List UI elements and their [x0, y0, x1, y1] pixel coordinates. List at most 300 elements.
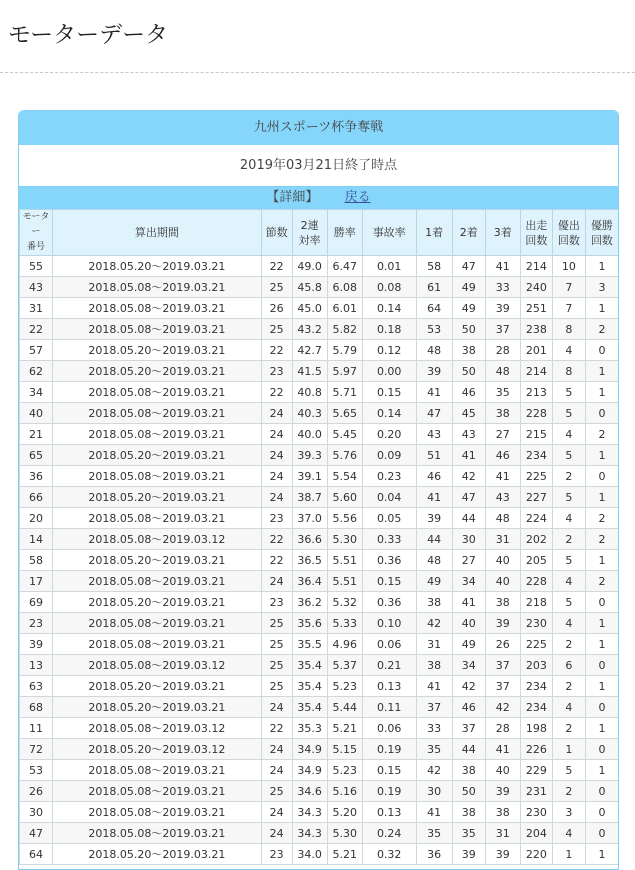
table-cell: 5.16: [327, 781, 362, 802]
table-cell: 2018.05.08～2019.03.21: [53, 403, 262, 424]
table-cell: 0.10: [362, 613, 416, 634]
table-cell: 33: [485, 277, 520, 298]
table-row: [20, 613, 619, 634]
table-cell: 5: [552, 445, 585, 466]
table-cell: 5.51: [327, 571, 362, 592]
table-cell: 31: [20, 298, 53, 319]
table-cell: 5.51: [327, 550, 362, 571]
column-header: [520, 210, 552, 256]
table-cell: 0.20: [362, 424, 416, 445]
column-header-label: 優出: [557, 218, 580, 232]
table-cell: 2018.05.20～2019.03.21: [53, 697, 262, 718]
table-cell: 35.6: [292, 613, 327, 634]
table-cell: 5.97: [327, 361, 362, 382]
table-cell: 24: [261, 445, 292, 466]
table-cell: 0.13: [362, 802, 416, 823]
table-cell: 5: [552, 403, 585, 424]
table-row: [20, 298, 619, 319]
table-cell: 2018.05.08～2019.03.21: [53, 634, 262, 655]
column-header: [362, 210, 416, 256]
table-cell: 2018.05.20～2019.03.21: [53, 340, 262, 361]
table-cell: 5.37: [327, 655, 362, 676]
table-row: [20, 760, 619, 781]
table-cell: 0.36: [362, 550, 416, 571]
table-row: [20, 508, 619, 529]
table-cell: 225: [520, 634, 552, 655]
table-cell: 5.32: [327, 592, 362, 613]
table-cell: 36.6: [292, 529, 327, 550]
column-header: [485, 210, 520, 256]
table-row: [20, 445, 619, 466]
table-cell: 5.21: [327, 844, 362, 865]
motor-table: [19, 209, 619, 865]
table-cell: 224: [520, 508, 552, 529]
table-cell: 0.11: [362, 697, 416, 718]
table-row: [20, 340, 619, 361]
table-cell: 45: [452, 403, 485, 424]
table-cell: 1: [585, 445, 618, 466]
table-cell: 2: [552, 529, 585, 550]
table-cell: 4: [552, 613, 585, 634]
table-cell: 5.82: [327, 319, 362, 340]
table-cell: 1: [585, 487, 618, 508]
table-cell: 2: [552, 466, 585, 487]
table-cell: 1: [585, 844, 618, 865]
table-cell: 4: [552, 571, 585, 592]
table-cell: 5.15: [327, 739, 362, 760]
table-cell: 44: [452, 508, 485, 529]
table-cell: 65: [20, 445, 53, 466]
table-cell: 0: [585, 655, 618, 676]
table-cell: 3: [552, 802, 585, 823]
table-cell: 39: [485, 781, 520, 802]
table-cell: 2: [552, 718, 585, 739]
table-cell: 35: [416, 739, 452, 760]
table-cell: 69: [20, 592, 53, 613]
table-cell: 23: [20, 613, 53, 634]
table-cell: 4: [552, 340, 585, 361]
table-cell: 0.12: [362, 340, 416, 361]
table-cell: 23: [261, 361, 292, 382]
table-cell: 49: [452, 277, 485, 298]
table-cell: 205: [520, 550, 552, 571]
table-cell: 0.13: [362, 676, 416, 697]
table-cell: 2018.05.08～2019.03.21: [53, 802, 262, 823]
table-cell: 39: [485, 613, 520, 634]
table-cell: 35.4: [292, 676, 327, 697]
table-cell: 0.33: [362, 529, 416, 550]
table-cell: 34.3: [292, 802, 327, 823]
table-row: [20, 844, 619, 865]
table-cell: 50: [452, 361, 485, 382]
table-cell: 43: [416, 424, 452, 445]
table-cell: 38: [452, 340, 485, 361]
table-cell: 38: [485, 802, 520, 823]
table-cell: 0: [585, 340, 618, 361]
table-cell: 41: [452, 592, 485, 613]
table-cell: 6.01: [327, 298, 362, 319]
table-cell: 0.04: [362, 487, 416, 508]
column-header: [327, 210, 362, 256]
table-cell: 24: [261, 760, 292, 781]
table-cell: 55: [20, 256, 53, 277]
table-cell: 34.9: [292, 760, 327, 781]
table-cell: 2018.05.08～2019.03.21: [53, 319, 262, 340]
table-cell: 0.06: [362, 718, 416, 739]
table-cell: 8: [552, 361, 585, 382]
table-cell: 22: [261, 382, 292, 403]
table-cell: 8: [552, 319, 585, 340]
table-cell: 214: [520, 256, 552, 277]
table-cell: 39: [416, 508, 452, 529]
table-cell: 11: [20, 718, 53, 739]
table-cell: 2: [585, 508, 618, 529]
table-cell: 0: [585, 592, 618, 613]
table-cell: 2018.05.20～2019.03.21: [53, 592, 262, 613]
table-cell: 203: [520, 655, 552, 676]
table-cell: 34: [20, 382, 53, 403]
table-cell: 220: [520, 844, 552, 865]
table-cell: 24: [261, 571, 292, 592]
table-cell: 39: [416, 361, 452, 382]
table-cell: 53: [416, 319, 452, 340]
table-cell: 39: [20, 634, 53, 655]
table-cell: 7: [552, 277, 585, 298]
table-cell: 2: [552, 781, 585, 802]
table-cell: 40.0: [292, 424, 327, 445]
table-cell: 43: [485, 487, 520, 508]
table-cell: 1: [585, 613, 618, 634]
column-header-label: 勝率: [333, 226, 356, 239]
table-cell: 5.30: [327, 529, 362, 550]
table-cell: 2: [585, 529, 618, 550]
table-cell: 48: [485, 361, 520, 382]
table-cell: 2: [585, 424, 618, 445]
table-cell: 2018.05.08～2019.03.21: [53, 613, 262, 634]
table-cell: 24: [261, 424, 292, 445]
table-cell: 2018.05.08～2019.03.21: [53, 781, 262, 802]
table-cell: 24: [261, 403, 292, 424]
table-row: [20, 739, 619, 760]
table-row: [20, 256, 619, 277]
table-cell: 43: [452, 424, 485, 445]
table-cell: 39.1: [292, 466, 327, 487]
table-cell: 0.21: [362, 655, 416, 676]
table-cell: 27: [452, 550, 485, 571]
table-cell: 24: [261, 487, 292, 508]
table-cell: 42: [452, 676, 485, 697]
column-header-label: 回数: [590, 233, 613, 247]
column-header: [585, 210, 618, 256]
column-header-label: 1着: [425, 226, 444, 239]
table-cell: 5.76: [327, 445, 362, 466]
table-cell: 5.21: [327, 718, 362, 739]
table-cell: 42: [416, 613, 452, 634]
table-cell: 2018.05.20～2019.03.21: [53, 256, 262, 277]
table-cell: 39: [452, 844, 485, 865]
table-cell: 25: [261, 634, 292, 655]
column-header-label: 対率: [298, 233, 321, 247]
table-cell: 38: [416, 592, 452, 613]
table-row: [20, 655, 619, 676]
table-cell: 37: [485, 319, 520, 340]
table-cell: 2018.05.20～2019.03.12: [53, 739, 262, 760]
table-cell: 0.14: [362, 298, 416, 319]
table-cell: 36.2: [292, 592, 327, 613]
table-row: [20, 592, 619, 613]
table-cell: 5.65: [327, 403, 362, 424]
table-cell: 5.33: [327, 613, 362, 634]
table-cell: 35.4: [292, 697, 327, 718]
table-cell: 5: [552, 760, 585, 781]
table-row: [20, 277, 619, 298]
table-cell: 0.23: [362, 466, 416, 487]
column-header-label: モーター: [22, 212, 50, 237]
table-cell: 25: [261, 655, 292, 676]
table-cell: 40: [485, 760, 520, 781]
table-cell: 41: [416, 487, 452, 508]
table-cell: 1: [585, 550, 618, 571]
table-cell: 238: [520, 319, 552, 340]
table-cell: 42.7: [292, 340, 327, 361]
table-cell: 1: [585, 718, 618, 739]
table-cell: 58: [416, 256, 452, 277]
page-title: モーターデータ: [8, 22, 169, 48]
table-cell: 42: [416, 760, 452, 781]
table-cell: 1: [585, 361, 618, 382]
table-cell: 0.15: [362, 760, 416, 781]
table-cell: 22: [261, 718, 292, 739]
table-row: [20, 487, 619, 508]
table-cell: 30: [20, 802, 53, 823]
table-cell: 41.5: [292, 361, 327, 382]
table-cell: 24: [261, 466, 292, 487]
table-cell: 45.0: [292, 298, 327, 319]
table-cell: 43.2: [292, 319, 327, 340]
table-cell: 0.15: [362, 382, 416, 403]
table-cell: 22: [261, 256, 292, 277]
table-cell: 35.4: [292, 655, 327, 676]
table-cell: 40: [485, 571, 520, 592]
column-header: [292, 210, 327, 256]
table-cell: 17: [20, 571, 53, 592]
table-cell: 5.23: [327, 760, 362, 781]
table-cell: 225: [520, 466, 552, 487]
table-cell: 41: [485, 466, 520, 487]
back-link[interactable]: 戻る: [344, 190, 371, 205]
table-cell: 4: [552, 697, 585, 718]
table-body: [20, 256, 619, 865]
table-row: [20, 382, 619, 403]
table-cell: 25: [261, 319, 292, 340]
table-cell: 13: [20, 655, 53, 676]
table-cell: 35.3: [292, 718, 327, 739]
table-cell: 58: [20, 550, 53, 571]
table-cell: 49: [452, 298, 485, 319]
table-row: [20, 571, 619, 592]
column-header-label: 優勝: [590, 218, 613, 232]
table-cell: 0: [585, 739, 618, 760]
table-cell: 5.71: [327, 382, 362, 403]
table-cell: 40: [20, 403, 53, 424]
table-cell: 230: [520, 802, 552, 823]
table-cell: 41: [485, 739, 520, 760]
table-cell: 38: [485, 403, 520, 424]
table-cell: 2018.05.20～2019.03.21: [53, 844, 262, 865]
table-cell: 2: [552, 634, 585, 655]
table-cell: 4: [552, 823, 585, 844]
table-cell: 2018.05.08～2019.03.21: [53, 760, 262, 781]
table-cell: 49: [452, 634, 485, 655]
table-cell: 2: [585, 571, 618, 592]
table-cell: 34.9: [292, 739, 327, 760]
table-cell: 0: [585, 403, 618, 424]
table-cell: 61: [416, 277, 452, 298]
table-cell: 30: [416, 781, 452, 802]
table-cell: 0.15: [362, 571, 416, 592]
table-cell: 227: [520, 487, 552, 508]
table-row: [20, 823, 619, 844]
table-cell: 0.05: [362, 508, 416, 529]
panel-links: [19, 187, 618, 209]
table-cell: 31: [416, 634, 452, 655]
table-cell: 22: [261, 550, 292, 571]
table-cell: 35: [452, 823, 485, 844]
table-row: [20, 466, 619, 487]
table-cell: 2018.05.08～2019.03.21: [53, 823, 262, 844]
motor-data-panel: [18, 110, 619, 870]
table-cell: 44: [452, 739, 485, 760]
table-row: [20, 697, 619, 718]
table-cell: 26: [485, 634, 520, 655]
table-cell: 46: [452, 697, 485, 718]
table-row: [20, 802, 619, 823]
table-cell: 35: [485, 382, 520, 403]
table-cell: 64: [416, 298, 452, 319]
table-cell: 6.08: [327, 277, 362, 298]
table-cell: 25: [261, 781, 292, 802]
table-cell: 24: [261, 739, 292, 760]
table-cell: 26: [261, 298, 292, 319]
table-cell: 26: [20, 781, 53, 802]
table-cell: 0: [585, 781, 618, 802]
table-cell: 39.3: [292, 445, 327, 466]
table-cell: 39: [485, 298, 520, 319]
table-cell: 36: [416, 844, 452, 865]
table-cell: 24: [261, 697, 292, 718]
table-cell: 2018.05.08～2019.03.21: [53, 466, 262, 487]
column-header-label: 番号: [27, 242, 46, 252]
table-cell: 36.4: [292, 571, 327, 592]
table-cell: 53: [20, 760, 53, 781]
table-cell: 230: [520, 613, 552, 634]
table-cell: 48: [485, 508, 520, 529]
table-cell: 2018.05.08～2019.03.21: [53, 277, 262, 298]
table-cell: 37: [452, 718, 485, 739]
table-cell: 5.79: [327, 340, 362, 361]
table-cell: 35: [416, 823, 452, 844]
table-cell: 23: [261, 508, 292, 529]
table-cell: 5.44: [327, 697, 362, 718]
table-cell: 42: [452, 466, 485, 487]
table-cell: 28: [485, 718, 520, 739]
table-cell: 2018.05.08～2019.03.21: [53, 424, 262, 445]
table-cell: 72: [20, 739, 53, 760]
table-cell: 40.3: [292, 403, 327, 424]
table-cell: 234: [520, 676, 552, 697]
table-cell: 0.19: [362, 739, 416, 760]
table-cell: 33: [416, 718, 452, 739]
table-row: [20, 424, 619, 445]
table-cell: 0.14: [362, 403, 416, 424]
table-cell: 25: [261, 676, 292, 697]
table-row: [20, 529, 619, 550]
table-cell: 10: [552, 256, 585, 277]
table-cell: 6: [552, 655, 585, 676]
column-header: [20, 210, 53, 256]
column-header: [552, 210, 585, 256]
table-cell: 22: [261, 529, 292, 550]
table-cell: 49.0: [292, 256, 327, 277]
column-header-label: 節数: [265, 226, 288, 239]
table-cell: 41: [416, 676, 452, 697]
table-cell: 47: [452, 487, 485, 508]
table-cell: 38.7: [292, 487, 327, 508]
table-cell: 2: [552, 676, 585, 697]
table-cell: 5: [552, 550, 585, 571]
table-cell: 37.0: [292, 508, 327, 529]
table-cell: 0: [585, 823, 618, 844]
table-cell: 38: [416, 655, 452, 676]
table-cell: 40: [485, 550, 520, 571]
table-cell: 36: [20, 466, 53, 487]
table-cell: 0.18: [362, 319, 416, 340]
table-cell: 1: [585, 760, 618, 781]
table-cell: 1: [585, 676, 618, 697]
table-cell: 63: [20, 676, 53, 697]
table-cell: 45.8: [292, 277, 327, 298]
table-cell: 34: [452, 571, 485, 592]
table-cell: 68: [20, 697, 53, 718]
table-cell: 22: [261, 340, 292, 361]
table-cell: 215: [520, 424, 552, 445]
table-cell: 2018.05.20～2019.03.21: [53, 361, 262, 382]
table-cell: 62: [20, 361, 53, 382]
table-row: [20, 550, 619, 571]
table-cell: 5: [552, 487, 585, 508]
table-cell: 42: [485, 697, 520, 718]
table-cell: 40: [452, 613, 485, 634]
table-cell: 34.3: [292, 823, 327, 844]
table-cell: 5.20: [327, 802, 362, 823]
table-cell: 1: [552, 844, 585, 865]
table-cell: 2: [585, 319, 618, 340]
table-cell: 0.00: [362, 361, 416, 382]
table-cell: 39: [485, 844, 520, 865]
table-cell: 1: [585, 256, 618, 277]
table-cell: 27: [485, 424, 520, 445]
table-cell: 5: [552, 382, 585, 403]
table-cell: 0: [585, 466, 618, 487]
table-cell: 34.6: [292, 781, 327, 802]
table-cell: 37: [416, 697, 452, 718]
table-cell: 2018.05.08～2019.03.21: [53, 508, 262, 529]
table-cell: 30: [452, 529, 485, 550]
table-cell: 2018.05.08～2019.03.12: [53, 718, 262, 739]
table-cell: 2018.05.08～2019.03.21: [53, 298, 262, 319]
table-cell: 4: [552, 424, 585, 445]
table-cell: 22: [20, 319, 53, 340]
